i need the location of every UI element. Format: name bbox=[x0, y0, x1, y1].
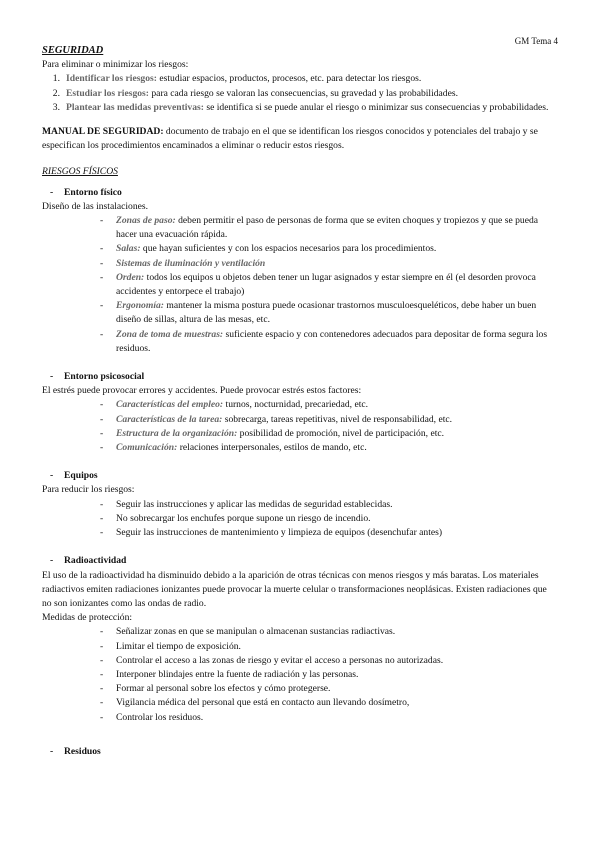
manual-paragraph bbox=[42, 125, 552, 153]
item-label: Comunicación: bbox=[116, 442, 178, 454]
item-text: turnos, nocturnidad, precariedad, etc. bbox=[223, 399, 369, 411]
page-title: SEGURIDAD bbox=[42, 45, 104, 56]
radioactividad-paragraph: El uso de la radioactividad ha disminuido debido a la aparición de otras técnicas con menos riesgos y más baratas. Los materiales radiactivos emiten radiaciones ionizantes puede provocar la muerte celular o transformaciones neoplásicas. Existen radiaciones que no son ionizantes como las ondas de radio. bbox=[42, 569, 547, 609]
entorno-psicosocial-list bbox=[100, 398, 552, 455]
item-text: mantener la misma postura puede ocasionar trastornos musculoesqueléticos, debe haber un buen diseño de sillas, altura de las mesas, etc. bbox=[116, 300, 537, 326]
subsection-intro: Para reducir los riesgos: bbox=[42, 484, 135, 496]
subsection-intro: Medidas de protección: bbox=[42, 612, 133, 624]
list-item: - Salas: que hayan suficientes y con los espacios necesarios para los procedimientos. bbox=[100, 243, 437, 255]
item-text: deben permitir el paso de personas de forma que se eviten choques y tropiezos y que se pueda hacer una evacuación rápida. bbox=[116, 215, 539, 241]
subsection-heading: - Entorno físico bbox=[50, 186, 122, 198]
list-item bbox=[42, 101, 552, 115]
item-label: Características del empleo: bbox=[116, 399, 224, 411]
subsection-intro: Diseño de las instalaciones. bbox=[42, 200, 149, 212]
list-item: - Características de la tarea: sobrecarga, tareas repetitivas, nivel de responsabilidad, etc. bbox=[100, 413, 453, 425]
list-item: - Seguir las instrucciones y aplicar las medidas de seguridad establecidas. bbox=[100, 498, 393, 510]
entorno-fisico-list bbox=[100, 214, 552, 356]
list-item: - Interponer blindajes entre la fuente de radiación y las personas. bbox=[100, 668, 359, 680]
subsection-heading: - Equipos bbox=[50, 470, 98, 482]
manual-label: MANUAL DE SEGURIDAD: bbox=[42, 126, 164, 138]
equipos-list bbox=[100, 498, 552, 541]
list-item: - Formar al personal sobre los efectos y cómo protegerse. bbox=[100, 683, 331, 695]
subsection-heading: - Radioactividad bbox=[50, 555, 127, 567]
item-label: Ergonomía: bbox=[116, 300, 164, 312]
list-item: - No sobrecargar los enchufes porque supone un riesgo de incendio. bbox=[100, 512, 371, 524]
list-item: - Controlar los residuos. bbox=[100, 711, 204, 723]
header-tag: GM Tema 4 bbox=[514, 36, 558, 46]
intro-text: Para eliminar o minimizar los riesgos: bbox=[42, 59, 189, 71]
section-title-riesgos: RIESGOS FÍSICOS bbox=[42, 166, 118, 178]
list-item bbox=[42, 87, 552, 101]
item-text: que hayan suficientes y con los espacios necesarios para los procedimientos. bbox=[140, 243, 437, 255]
list-item: - Zona de toma de muestras: suficiente espacio y con contenedores adecuados para depositar de forma segura los residuos. bbox=[100, 328, 548, 354]
step-number: 3. bbox=[52, 101, 60, 113]
list-item: - Orden: todos los equipos u objetos deben tener un lugar asignados y estar siempre en él (el desorden provoca accidentes y entorpece el trabajo) bbox=[100, 271, 536, 298]
item-label: Características de la tarea: bbox=[116, 413, 223, 425]
step-text: se identifica si se puede anular el riesgo o minimizar sus consecuencias y probabilidades. bbox=[203, 101, 549, 113]
step-text: para cada riesgo se valoran las consecuencias, su gravedad y las probabilidades. bbox=[148, 87, 458, 99]
list-item: - Señalizar zonas en que se manipulan o almacenan sustancias radiactivas. bbox=[100, 626, 396, 638]
subsection-intro: El estrés puede provocar errores y accidentes. Puede provocar estrés estos factores: bbox=[42, 385, 362, 397]
item-label: Orden: bbox=[116, 271, 145, 283]
list-item: - Controlar el acceso a las zonas de riesgo y evitar el acceso a personas no autorizadas. bbox=[100, 654, 444, 666]
radioactividad-list bbox=[100, 625, 552, 724]
step-number: 2. bbox=[52, 87, 60, 99]
list-item: - Comunicación: relaciones interpersonales, estilos de mando, etc. bbox=[100, 442, 367, 454]
item-text: posibilidad de promoción, nivel de participación, etc. bbox=[237, 427, 445, 439]
step-text: estudiar espacios, productos, procesos, etc. para detectar los riesgos. bbox=[156, 73, 422, 85]
item-text: suficiente espacio y con contenedores adecuados para depositar de forma segura los residuos. bbox=[116, 328, 548, 354]
list-item: - Sistemas de iluminación y ventilación bbox=[100, 257, 266, 269]
list-item: - Zonas de paso: deben permitir el paso de personas de forma que se eviten choques y tropiezos y que se pueda hacer una evacuación rápida. bbox=[100, 215, 539, 241]
list-item: - Limitar el tiempo de exposición. bbox=[100, 640, 241, 652]
item-label: Salas: bbox=[116, 243, 141, 255]
item-label: Estructura de la organización: bbox=[116, 427, 238, 439]
steps-list bbox=[42, 72, 552, 115]
subsection-heading: - Entorno psicosocial bbox=[50, 371, 145, 383]
item-text: sobrecarga, tareas repetitivas, nivel de responsabilidad, etc. bbox=[222, 413, 453, 425]
item-text: relaciones interpersonales, estilos de mando, etc. bbox=[177, 442, 367, 454]
item-label: Zona de toma de muestras: bbox=[116, 328, 224, 340]
step-label: Plantear las medidas preventivas: bbox=[66, 101, 204, 113]
step-number: 1. bbox=[52, 73, 60, 85]
step-label: Estudiar los riesgos: bbox=[66, 87, 149, 99]
list-item: - Características del empleo: turnos, nocturnidad, precariedad, etc. bbox=[100, 399, 369, 411]
item-text: todos los equipos u objetos deben tener un lugar asignados y estar siempre en él (el desorden provoca accidentes y entorpece el trabajo) bbox=[116, 271, 536, 298]
list-item: - Seguir las instrucciones de mantenimiento y limpieza de equipos (desenchufar antes) bbox=[100, 527, 443, 539]
manual-text: documento de trabajo en el que se identifican los riesgos conocidos y potenciales del trabajo y se especifican los procedimientos encaminados a eliminar o reducir estos riesgos. bbox=[42, 126, 538, 152]
list-item bbox=[42, 72, 552, 86]
list-item: - Ergonomía: mantener la misma postura puede ocasionar trastornos musculoesqueléticos, debe haber un buen diseño de sillas, altura de las mesas, etc. bbox=[100, 300, 537, 326]
step-label: Identificar los riesgos: bbox=[66, 73, 157, 85]
list-item: - Estructura de la organización: posibilidad de promoción, nivel de participación, etc. bbox=[100, 427, 445, 439]
subsection-heading: - Residuos bbox=[50, 745, 101, 757]
document-page bbox=[42, 30, 552, 759]
item-label: Sistemas de iluminación y ventilación bbox=[116, 257, 266, 269]
list-item: - Vigilancia médica del personal que está en contacto aun llevando dosímetro, bbox=[100, 697, 410, 709]
item-label: Zonas de paso: bbox=[116, 215, 176, 227]
